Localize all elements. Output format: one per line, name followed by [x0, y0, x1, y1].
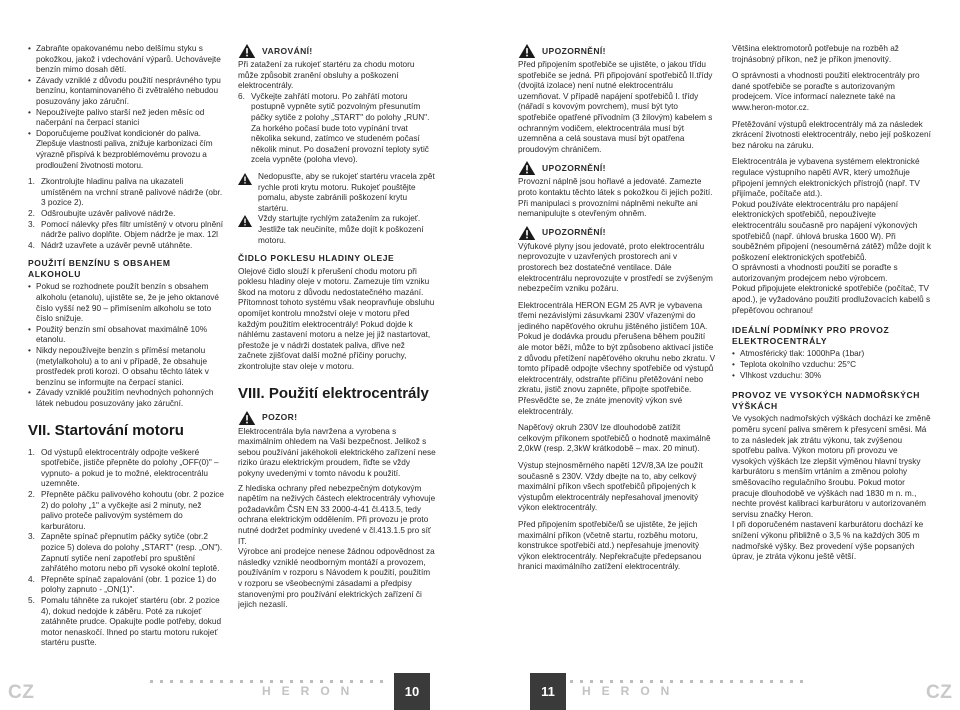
liability-paragraph: Výrobce ani prodejce nenese žádnou odpovědnost za následky vzniklé neodborným montáží a provozem, používáním v rozporu s Návodem k použití, použitím v rozporu se všeobecnými zásadami a předpisy stanovenými pro používání elektrických zařízení či jejich nezaslí. [238, 547, 435, 610]
footer-dot [620, 680, 623, 683]
oil-sensor-text: Olejové čidlo slouží k přerušení chodu motoru při poklesu hladiny oleje v motoru. Zamezuje tím vzniku škod na motoru z důvodu nedostatečného mazání. Přítomnost tohoto systému však neopravňuje obsluhu opomíjet kontrolu množství oleje v motoru před každým použitím elektrocentrály! Pokud dojde k náhlému zastavení motoru a nelze jej již nastartovat, přestože je v nádrži dostatek paliva, dřive než začnete zjišťovat další možné příčiny poruchy, zkontrolujte stav oleje v motoru. [238, 266, 435, 372]
footer-dot [670, 680, 673, 683]
notice-text: Před připojením spotřebiče se ujistěte, o jakou třídu spotřebiče se jedná. Při připojování spotřebičů II.třídy (dvojitá izolace) není nutné elektrocentrálu uzemňovat. V případě napájení spotřebičů I. třídy (nářadí s kovovým povrchem), musí být tyto spotřebiče opatřené přívodním (3 žílovým) kabelem s ochranným vodičem, elektrocentrála musí být uzemněna a celá soustava musí být opatřena proudovým chráničem. [518, 60, 713, 154]
footer-dot [220, 680, 223, 683]
footer-dot [180, 680, 183, 683]
footer-dot [700, 680, 703, 683]
paragraph: O správnosti a vhodnosti použití elektrocentrály pro dané spotřebiče se poraďte s autorizovaným prodejcem. Více informací naleznete také na www.heron-motor.cz. [732, 71, 920, 112]
caution-header: POZOR! [238, 411, 436, 425]
footer-dot [240, 680, 243, 683]
footer-dot [260, 680, 263, 683]
fuel-warnings-list [28, 44, 224, 171]
paragraph: Elektrocentrála je vybavena systémem elektronické regulace výstupního napětí AVR, který umožňuje připojení jemných elektronických přístrojů (např. TV přijímače, počítače atd.). [732, 157, 920, 199]
footer-dot [640, 680, 643, 683]
ethanol-list [28, 282, 224, 409]
column-3 [518, 44, 716, 573]
footer-dot [770, 680, 773, 683]
footer-dot [580, 680, 583, 683]
notice-header: UPOZORNĚNÍ! [518, 161, 716, 175]
list-item: • Vlhkost vzduchu: 30% [732, 371, 932, 382]
refuel-step: 1. Zkontrolujte hladinu paliva na ukazateli umístěném na vrchní straně palivové nádrže (obr. 3 pozice 2). [28, 177, 223, 208]
altitude-heading: PROVOZ VE VYSOKÝCH NADMOŘSKÝCH VÝŠKÁCH [732, 390, 921, 411]
footer-dot [800, 680, 803, 683]
paragraph: Pokud používáte elektrocentrálu pro napájení elektronických spotřebičů, nepoužívejte elektrocentrálu současně pro napájení výkonových spotřebičů (např. úhlová bruska 1600 W). Při souběžném připojení (nesouměrná zátěž) může dojít k poškození elektronických spotřebičů. [732, 199, 932, 262]
start-step: 6. Vyčkejte zahřátí motoru. Po zahřátí motoru postupně vypněte sytič pozvolným přesunutím páčky sytiče z polohy „START" do polohy „RUN". Za horkého počasí bude toto vypínání trvat několika sekund, zatímco ve studeném počasí několik minut. Po dosažení provozní teploty sytič zcela vypněte (poloha vlevo). [238, 91, 430, 165]
footer-dots-left [150, 680, 390, 682]
page-number-right: 11 [530, 673, 566, 710]
column-1 [28, 44, 224, 649]
language-code-right: CZ [926, 682, 953, 703]
footer-dot [270, 680, 273, 683]
list-item: • Zabraňte opakovanému nebo delšímu styku s pokožkou, jakož i vdechování výparů. Uchovávejte benzín mimo dosah dětí. [28, 44, 224, 76]
footer-dot [780, 680, 783, 683]
footer-dot [650, 680, 653, 683]
list-item: • Pokud se rozhodnete použít benzín s obsahem alkoholu (etanolu), ujistěte se, že je jeho oktanové číslo vyšší než 90 – přimísením alkoholu se toto číslo snižuje. [28, 282, 224, 324]
footer-dot [730, 680, 733, 683]
list-item: • Závady vzniklé z důvodu použití nesprávného typu benzínu, kontaminovaného či zvětralého nebudou posuzovány jako záruční. [28, 76, 224, 108]
footer-dot [230, 680, 233, 683]
warning-triangle-icon [518, 161, 536, 175]
paragraph: Pokud je dodávka proudu přerušena během použití ale motor běží, může to být způsobeno aktivací jističe z důvodu přetížení napěťového okruhu nebo zkratu. V tomto případě odpojte všechny spotřebiče od výstupů elektrocentrály, odstraňte příčinu přetěžování nebo zkratu, jistič znovu zapněte, připojte spotřebiče. Přesvědčte se, že znáte jmenovitý výkon své elektrocentrály. [518, 332, 716, 416]
section-7-title: VII. Startování motoru [28, 421, 184, 439]
footer-dot [790, 680, 793, 683]
footer-dot [660, 680, 663, 683]
notice-header: UPOZORNĚNÍ! [518, 44, 716, 58]
footer-dot [360, 680, 363, 683]
warning-text: Při zatažení za rukojeť startéru za chodu motoru může způsobit zranění obsluhy a poškození elektrocentrály. [238, 60, 415, 91]
footer-dot [750, 680, 753, 683]
footer-dot [310, 680, 313, 683]
footer-dot [720, 680, 723, 683]
footer-dot [280, 680, 283, 683]
footer-dot [570, 680, 573, 683]
footer-dot [170, 680, 173, 683]
brand-logo-right: HERON [582, 684, 681, 698]
paragraph: Před připojením spotřebiče/ů se ujistěte, že jejich maximální příkon (včetně startu, rozběhu motoru, konstrukce spotřebiči atd.) nepřesahuje jmenovitý výkon elektrocentrály. Nepřekračujte předepsanou hranici maximálního zatížení elektrocentrály. [518, 519, 702, 572]
paragraph: Většina elektromotorů potřebuje na rozběh až trojnásobný příkon, než je příkon jmenovitý. [732, 44, 899, 64]
paragraph: Přetěžování výstupů elektrocentrály má za následek zkrácení životnosti elektrocentrály, nebo její poškození bez nároku na záruku. [732, 119, 931, 150]
footer-dot [630, 680, 633, 683]
footer-dot [150, 680, 153, 683]
footer-dot [350, 680, 353, 683]
warning-header: VAROVÁNÍ! [238, 44, 436, 58]
footer-dot [760, 680, 763, 683]
refuel-step: 2. Odšroubujte uzávěr palivové nádrže. [28, 208, 176, 218]
warning-triangle-icon [518, 226, 536, 240]
footer-dot [370, 680, 373, 683]
start-step: 5. Pomalu táhněte za rukojeť startéru (obr. 2 pozice 4), dokud nedojde k záběru. Poté za rukojeť zatáhněte prudce. Opakujte podle potřeby, dokud motor nenaskočí. Ihned po startu motoru rukojeť startéru pusťte. [28, 595, 222, 648]
footer-dot [250, 680, 253, 683]
footer-dot [160, 680, 163, 683]
footer-dots-right [570, 680, 810, 682]
footer-dot [320, 680, 323, 683]
list-item: • Nepoužívejte palivo starší než jeden měsíc od načerpání na čerpací stanici [28, 108, 224, 129]
warning-triangle-icon [238, 215, 252, 227]
list-item: • Teplota okolního vzduchu: 25°C [732, 360, 932, 371]
ideal-conditions-heading: IDEÁLNÍ PODMÍNKY PRO PROVOZ ELEKTROCENTRÁLY [732, 325, 890, 346]
footer-dot [590, 680, 593, 683]
language-code-left: CZ [8, 682, 35, 703]
altitude-text-2: I při doporučeném nastavení karburátoru dochází ke snížení výkonu přibližně o 3,5 % na každých 305 m nadmořské výšky. Bez provedení výše popsaných úprav, je ztráta výkonu ještě větší. [732, 520, 924, 562]
warning-note: Vždy startujte rychlým zatažením za rukojeť. Jestliže tak neučiníte, může dojít k poškození motoru. [238, 214, 436, 246]
list-item: • Použitý benzín smí obsahovat maximálně 10% etanolu. [28, 325, 224, 346]
footer-dot [610, 680, 613, 683]
refuel-step: 4. Nádrž uzavřete a uzávěr pevně utáhněte. [28, 240, 193, 250]
footer-dot [200, 680, 203, 683]
footer-dot [300, 680, 303, 683]
paragraph: O správnosti a vhodnosti použití se poraďte s autorizovaným prodejcem nebo výrobcem. [732, 263, 898, 283]
footer-dot [680, 680, 683, 683]
warning-triangle-icon [518, 44, 536, 58]
warning-triangle-icon [238, 44, 256, 58]
footer-dot [380, 680, 383, 683]
notice-text: Provozní náplně jsou hořlavé a jedovaté. Zamezte proto kontaktu těchto látek s pokožkou či jejich požití. Při manipulaci s provozními náplněmi nekuřte ani nemanipulujte s otevřeným ohněm. [518, 177, 713, 219]
footer-dot [600, 680, 603, 683]
page-footer [0, 674, 960, 710]
footer-dot [690, 680, 693, 683]
footer-dot [710, 680, 713, 683]
paragraph: Elektrocentrála HERON EGM 25 AVR je vybavena třemi nezávislými zásuvkami 230V vřazenými do jediného napěťového okruhu jištěného jističem 10A. [518, 300, 708, 331]
footer-dot [190, 680, 193, 683]
paragraph: Pokud připojujete elektronické spotřebiče (počítač, TV apod.), je vyžadováno použití prodlužovacích kabelů s přepěťovou ochranou! [732, 284, 931, 315]
warning-note: Nedopusťte, aby se rukojeť startéru vracela zpět rychle proti krytu motoru. Rukojeť pouštějte pomalu, abyste zabránili poškození krytu startéru. [238, 172, 436, 214]
refuel-step: 3. Pomocí nálevky přes filtr umístěný v otvoru plnění nádrže palivo doplňte. Objem nádrže je max. 12l [28, 219, 224, 240]
footer-dot [290, 680, 293, 683]
column-4 [732, 44, 932, 563]
page-number-left: 10 [394, 673, 430, 710]
list-item: • Doporučujeme používat kondicionér do paliva. Zlepšuje vlastnosti paliva, znižuje karbonizaci čím výrazně přispívá k bezproblémovému provozu a prodloužení životnosti motoru. [28, 129, 224, 171]
footer-dot [340, 680, 343, 683]
start-step: 4. Přepněte spínač zapalování (obr. 1 pozice 1) do polohy zapnuto - „ON(1)". [28, 574, 217, 595]
list-item: • Nikdy nepoužívejte benzín s příměsí metanolu (metylalkoholu) a to ani v případě, že obsahuje prostředek proti korozi. O obsahu těchto látek v benzínu se informujte na čerpací stanici. [28, 346, 224, 388]
warning-triangle-icon [238, 411, 256, 425]
start-step: 2. Přepněte páčku palivového kohoutu (obr. 2 pozice 2) do polohy „1" a vyčkejte asi 2 minuty, než palivo proteče palivovým systémem do karburátoru. [28, 489, 224, 531]
start-step: 1. Od výstupů elektrocentrály odpojte veškeré spotřebiče, jističe přepněte do polohy „OFF(0)" –vypnuto- a pokud je to možné, elektrocentrálu uzemněte. [28, 447, 219, 489]
footer-dot [740, 680, 743, 683]
brand-logo-left: HERON [262, 684, 361, 698]
section-8-title: VIII. Použití elektrocentrály [238, 384, 429, 402]
protection-paragraph: Z hlediska ochrany před nebezpečným dotykovým napětím na neživých částech elektrocentrály vyhovuje požadavkům ČSN EN 33 2000-4-41 čl.413.5, tedy ochrana elektrickým oddělením. Při provozu je proto nutné dodržet podmínky uvedené v čl.413.1.5 pro síť IT. [238, 483, 436, 546]
footer-dot [210, 680, 213, 683]
warning-triangle-icon [238, 173, 252, 185]
list-item: • Atmosférický tlak: 1000hPa (1bar) [732, 349, 932, 360]
oil-sensor-heading: ČIDLO POKLESU HLADINY OLEJE [238, 253, 395, 264]
list-item: • Závady vzniklé použitím nevhodných pohonných látek nebudou posuzovány jako záruční. [28, 388, 224, 409]
paragraph: Výstup stejnosměrného napětí 12V/8,3A lze použít současně s 230V. Vždy dbejte na to, aby celkový maximální příkon všech spotřebičů připojených k výstupům elektrocentrály nepřesahoval jmenovitý výkon elektrocentrály. [518, 461, 703, 513]
paragraph: Napěťový okruh 230V lze dlouhodobě zatížit celkovým příkonem spotřebičů o hodnotě maximálně 2,0kW (resp. 2,3kW krátkodobě – max. 20 minut). [518, 423, 711, 454]
notice-text: Výfukové plyny jsou jedovaté, proto elektrocentrálu neprovozujte v uzavřených prostorech ani v prostorech bez dostatečné ventilace. Dále elektrocentrálu neprovozujte v prostředí se zvýšeným nebezpečím vzniku požáru. [518, 241, 713, 294]
notice-header: UPOZORNĚNÍ! [518, 226, 716, 240]
ideal-conditions-list [732, 349, 932, 381]
start-step: 3. Zapněte spínač přepnutím páčky sytiče (obr.2 pozice 5) doleva do polohy „START" (resp. „ON"). Zapnutí sytiče není zapotřebí pro spuštění zahřátého motoru nebo při vysoké okolní teplotě. [28, 532, 223, 574]
column-2 [238, 44, 436, 611]
caution-text: Elektrocentrála byla navržena a vyrobena s maximálním ohledem na Vaši bezpečnost. Jelikož s sebou používání jakéhokoli elektrického zařízení nese riziko úrazu elektrickým proudem, řiďte se vždy pokyny uvedenými v tomto návodu k použití. [238, 426, 436, 478]
ethanol-heading: POUŽITÍ BENZÍNU S OBSAHEM ALKOHOLU [28, 258, 171, 279]
footer-dot [330, 680, 333, 683]
altitude-text: Ve vysokých nadmořských výškách dochází ke změně poměru sycení paliva směrem k přesycení směsi. Má to za následek jak ztrátu výkonu, tak zvýšenou spotřebu paliva. Výkon motoru při provozu ve vysokých výškách lze zlepšit výměnou hlavní trysky karburátoru s menším vrtáním a změnou polohy směšovacího regulačního šroubu. Pokud motor pracuje dlouhodobě ve výškách nad 1830 m n. m., nechte provést kalibraci karburátoru v autorizovaném servisu značky Heron. [732, 414, 931, 519]
